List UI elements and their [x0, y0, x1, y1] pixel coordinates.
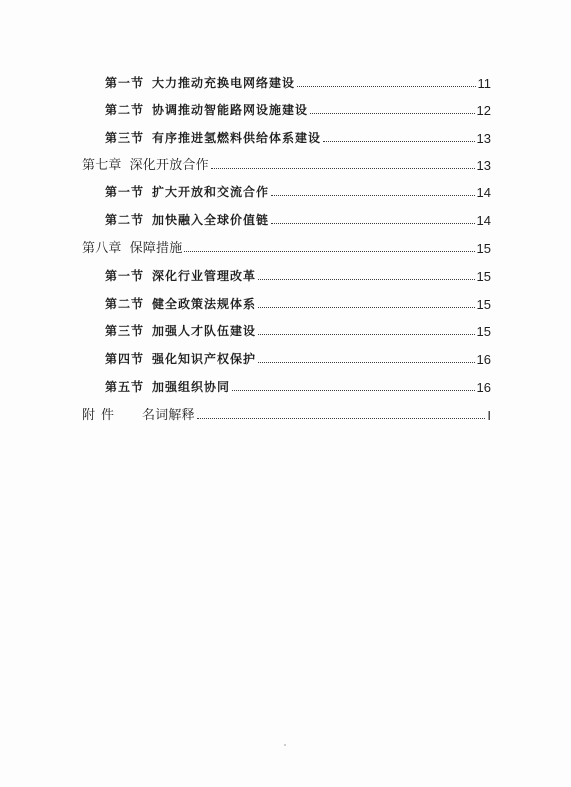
- toc-entry-page-number: 15: [476, 241, 491, 256]
- toc-entry-label: [105, 378, 230, 396]
- dot-leader: [297, 86, 475, 87]
- toc-entry-section[interactable]: [105, 70, 491, 92]
- toc-entry-page-number: 13: [476, 131, 491, 146]
- toc-entry-number: 第二节: [105, 103, 145, 117]
- toc-entry-title: 协调推动智能路网设施建设: [152, 103, 309, 117]
- toc-entry-section[interactable]: [105, 207, 491, 229]
- toc-entry-number: 第三节: [105, 131, 145, 145]
- toc-entry-page-number: 12: [476, 103, 491, 118]
- toc-entry-section[interactable]: [105, 263, 491, 285]
- toc-entry-page-number: 15: [476, 269, 491, 284]
- toc-entry-page-number: 15: [476, 324, 491, 339]
- toc-entry-number: 附件: [82, 408, 121, 423]
- dot-leader: [197, 418, 486, 419]
- toc-entry-section[interactable]: [105, 291, 491, 313]
- toc-entry-page-number: 14: [476, 213, 491, 228]
- toc-entry-title: 大力推动充换电网络建设: [152, 76, 296, 90]
- toc-entry-chapter[interactable]: [82, 152, 491, 174]
- toc-entry-section[interactable]: [105, 97, 491, 119]
- toc-entry-title: 加快融入全球价值链: [152, 213, 270, 227]
- toc-entry-number: 第三节: [105, 324, 145, 338]
- toc-entry-title: 深化行业管理改革: [152, 269, 257, 283]
- dot-leader: [258, 279, 475, 280]
- toc-entry-chapter[interactable]: [82, 235, 491, 257]
- dot-leader: [271, 195, 475, 196]
- toc-entry-number: 第一节: [105, 76, 145, 90]
- toc-entry-label: [105, 295, 256, 313]
- toc-entry-number: 第一节: [105, 185, 145, 199]
- toc-entry-label: [82, 154, 209, 174]
- toc-entry-page-number: 11: [477, 76, 491, 91]
- toc-entry-title: 加强人才队伍建设: [152, 324, 257, 338]
- toc-entry-page-number: 14: [476, 185, 491, 200]
- toc-entry-label: [105, 183, 269, 201]
- toc-entry-number: 第四节: [105, 352, 145, 366]
- toc-entry-page-number: 15: [476, 297, 491, 312]
- dot-leader: [232, 390, 475, 391]
- toc-entry-number: 第一节: [105, 269, 145, 283]
- toc-entry-title: 有序推进氢燃料供给体系建设: [152, 131, 322, 145]
- toc-entry-title: 名词解释: [142, 408, 195, 423]
- toc-entry-section[interactable]: [105, 125, 491, 147]
- dot-leader: [271, 223, 475, 224]
- toc-entry-number: 第七章: [82, 158, 122, 173]
- toc-entry-section[interactable]: [105, 179, 491, 201]
- toc-entry-label: [105, 211, 269, 229]
- toc-entry-section[interactable]: [105, 318, 491, 340]
- dot-leader: [211, 168, 475, 169]
- toc-entry-number: 第二节: [105, 213, 145, 227]
- dot-leader: [310, 113, 475, 114]
- toc-entry-label: [105, 322, 256, 340]
- toc-entry-label: [105, 267, 256, 285]
- toc-entry-label: [105, 74, 295, 92]
- scan-speck: [284, 744, 286, 746]
- toc-entry-number: 第二节: [105, 297, 145, 311]
- toc-entry-label: [105, 101, 308, 119]
- toc-entry-appendix[interactable]: [82, 402, 491, 424]
- toc-entry-section[interactable]: [105, 374, 491, 396]
- toc-entry-title: 深化开放合作: [129, 158, 209, 173]
- dot-leader: [323, 141, 475, 142]
- dot-leader: [258, 334, 475, 335]
- toc-entry-label: [82, 237, 182, 257]
- dot-leader: [258, 307, 475, 308]
- toc-entry-title: 健全政策法规体系: [152, 297, 257, 311]
- toc-entry-page-number: 13: [476, 158, 491, 173]
- toc-entry-title: 扩大开放和交流合作: [152, 185, 270, 199]
- toc-entry-label: [82, 404, 195, 424]
- toc-entry-page-number: 16: [476, 352, 491, 367]
- toc-entry-title: 强化知识产权保护: [152, 352, 257, 366]
- toc-entry-title: 保障措施: [129, 241, 183, 256]
- toc-entry-number: 第五节: [105, 380, 145, 394]
- dot-leader: [258, 362, 475, 363]
- toc-entry-title: 加强组织协同: [152, 380, 231, 394]
- toc-entry-label: [105, 129, 321, 147]
- toc-entry-label: [105, 350, 256, 368]
- toc-entry-number: 第八章: [82, 241, 122, 256]
- toc-entry-section[interactable]: [105, 346, 491, 368]
- toc-entry-page-number: I: [487, 408, 491, 423]
- dot-leader: [184, 251, 474, 252]
- toc-entry-page-number: 16: [476, 380, 491, 395]
